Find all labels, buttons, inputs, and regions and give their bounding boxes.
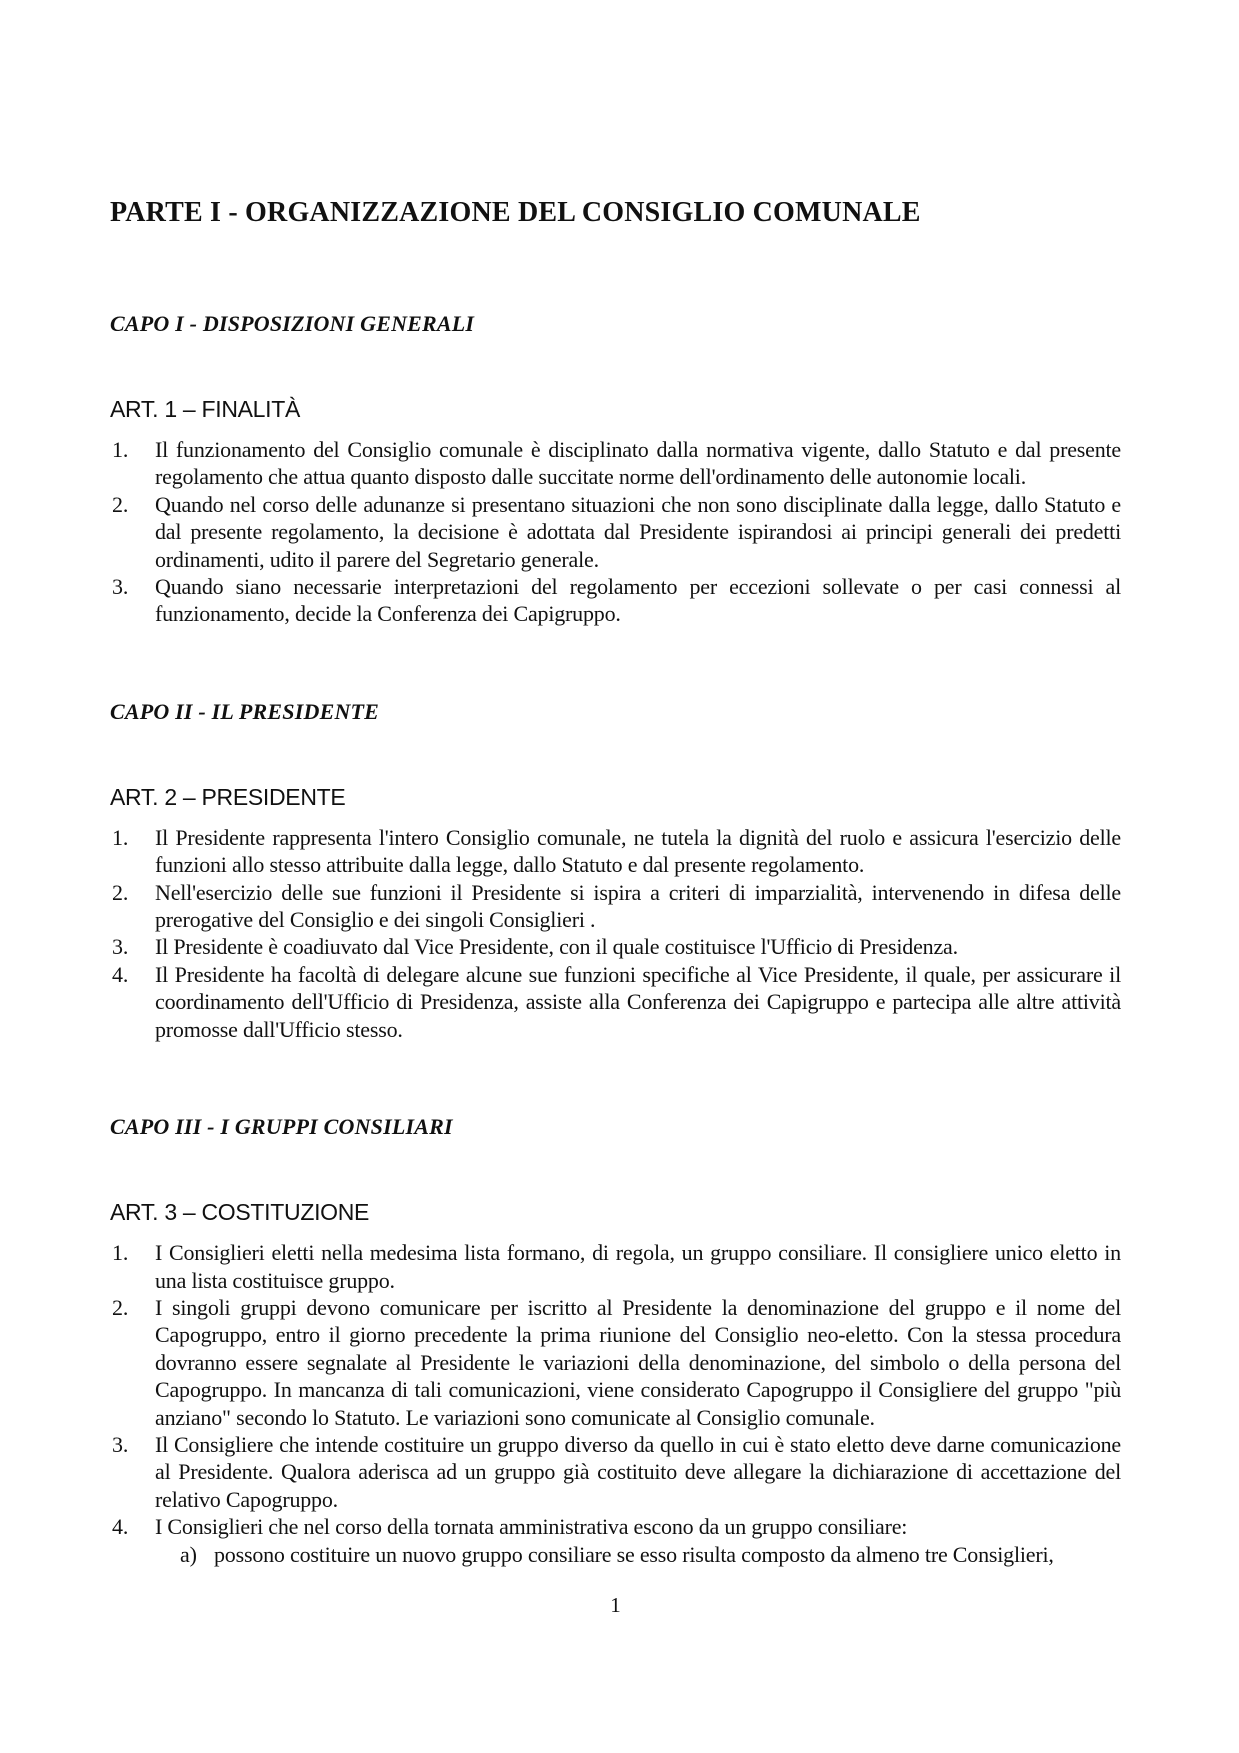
list-item: Il funzionamento del Consiglio comunale è disciplinato dalla normativa vigente, dallo Statuto e dal presente regolamento che attua quanto disposto dalle succitate norme dell'ordinamento delle autonomie locali.	[155, 437, 1121, 490]
art-1-item-list	[110, 436, 1121, 628]
art-3-heading: ART. 3 – COSTITUZIONE	[110, 1199, 370, 1226]
list-item: Quando siano necessarie interpretazioni del regolamento per eccezioni sollevate o per casi connessi al funzionamento, decide la Conferenza dei Capigruppo.	[155, 574, 1121, 627]
art-2-item-list	[110, 824, 1121, 1043]
list-item-text: I Consiglieri che nel corso della tornata amministrativa escono da un gruppo consiliare:	[155, 1514, 908, 1540]
section-capo-3	[110, 1113, 1121, 1568]
document-title: PARTE I - ORGANIZZAZIONE DEL CONSIGLIO COMUNALE	[110, 197, 921, 228]
page-footer	[110, 1592, 1121, 1619]
art-2-heading: ART. 2 – PRESIDENTE	[110, 783, 346, 810]
page-number: 1	[610, 1592, 621, 1617]
list-item	[110, 1513, 1121, 1568]
list-item: I singoli gruppi devono comunicare per iscritto al Presidente la denominazione del gruppo e il nome del Capogruppo, entro il giorno precedente la prima riunione del Consiglio neo-eletto. Con la stessa procedura dovranno essere segnalate al Presidente le variazioni della denominazione, del simbolo o della persona del Capogruppo. In mancanza di tali comunicazioni, viene considerato Capogruppo il Consigliere del gruppo "più anziano" secondo lo Statuto. Le variazioni sono comunicate al Consiglio comunale.	[155, 1294, 1121, 1430]
sub-item-text: possono costituire un nuovo gruppo consiliare se esso risulta composto da almeno tre Consiglieri,	[214, 1541, 1054, 1567]
sub-list-item	[180, 1541, 1121, 1568]
list-item: Il Consigliere che intende costituire un gruppo diverso da quello in cui è stato eletto deve darne comunicazione al Presidente. Qualora aderisca ad un gruppo già costituito deve allegare la dichiarazione di accettazione del relativo Capogruppo.	[155, 1431, 1121, 1512]
section-capo-2	[110, 698, 1121, 1043]
section-capo-1	[110, 310, 1121, 628]
list-item: Il Presidente rappresenta l'intero Consiglio comunale, ne tutela la dignità del ruolo e assicura l'esercizio delle funzioni allo stesso attribuite dalla legge, dallo Statuto e dal presente regolamento.	[155, 824, 1121, 878]
list-item: I Consiglieri eletti nella medesima lista formano, di regola, un gruppo consiliare. Il consigliere unico eletto in una lista costituisce gruppo.	[155, 1240, 1121, 1293]
capo-3-heading: CAPO III - I GRUPPI CONSILIARI	[110, 1114, 453, 1140]
art-3-item-list	[110, 1239, 1121, 1568]
list-item: Il Presidente è coadiuvato dal Vice Presidente, con il quale costituisce l'Ufficio di Presidenza.	[155, 934, 958, 960]
capo-2-heading: CAPO II - IL PRESIDENTE	[110, 698, 380, 724]
list-item: Nell'esercizio delle sue funzioni il Presidente si ispira a criteri di imparzialità, intervenendo in difesa delle prerogative del Consiglio e dei singoli Consiglieri .	[155, 879, 1121, 933]
art-1-heading: ART. 1 – FINALITÀ	[110, 396, 301, 422]
capo-1-heading: CAPO I - DISPOSIZIONI GENERALI	[110, 311, 475, 336]
list-item: Il Presidente ha facoltà di delegare alcune sue funzioni specifiche al Vice Presidente, il quale, per assicurare il coordinamento dell'Ufficio di Presidenza, assiste alla Conferenza dei Capigruppo e partecipa alle altre attività promosse dall'Ufficio stesso.	[155, 961, 1121, 1042]
sub-item-marker: a)	[180, 1541, 197, 1567]
list-item: Quando nel corso delle adunanze si presentano situazioni che non sono disciplinate dalla legge, dallo Statuto e dal presente regolamento, la decisione è adottata dal Presidente ispirandosi ai principi generali dei predetti ordinamenti, udito il parere del Segretario generale.	[155, 491, 1121, 572]
